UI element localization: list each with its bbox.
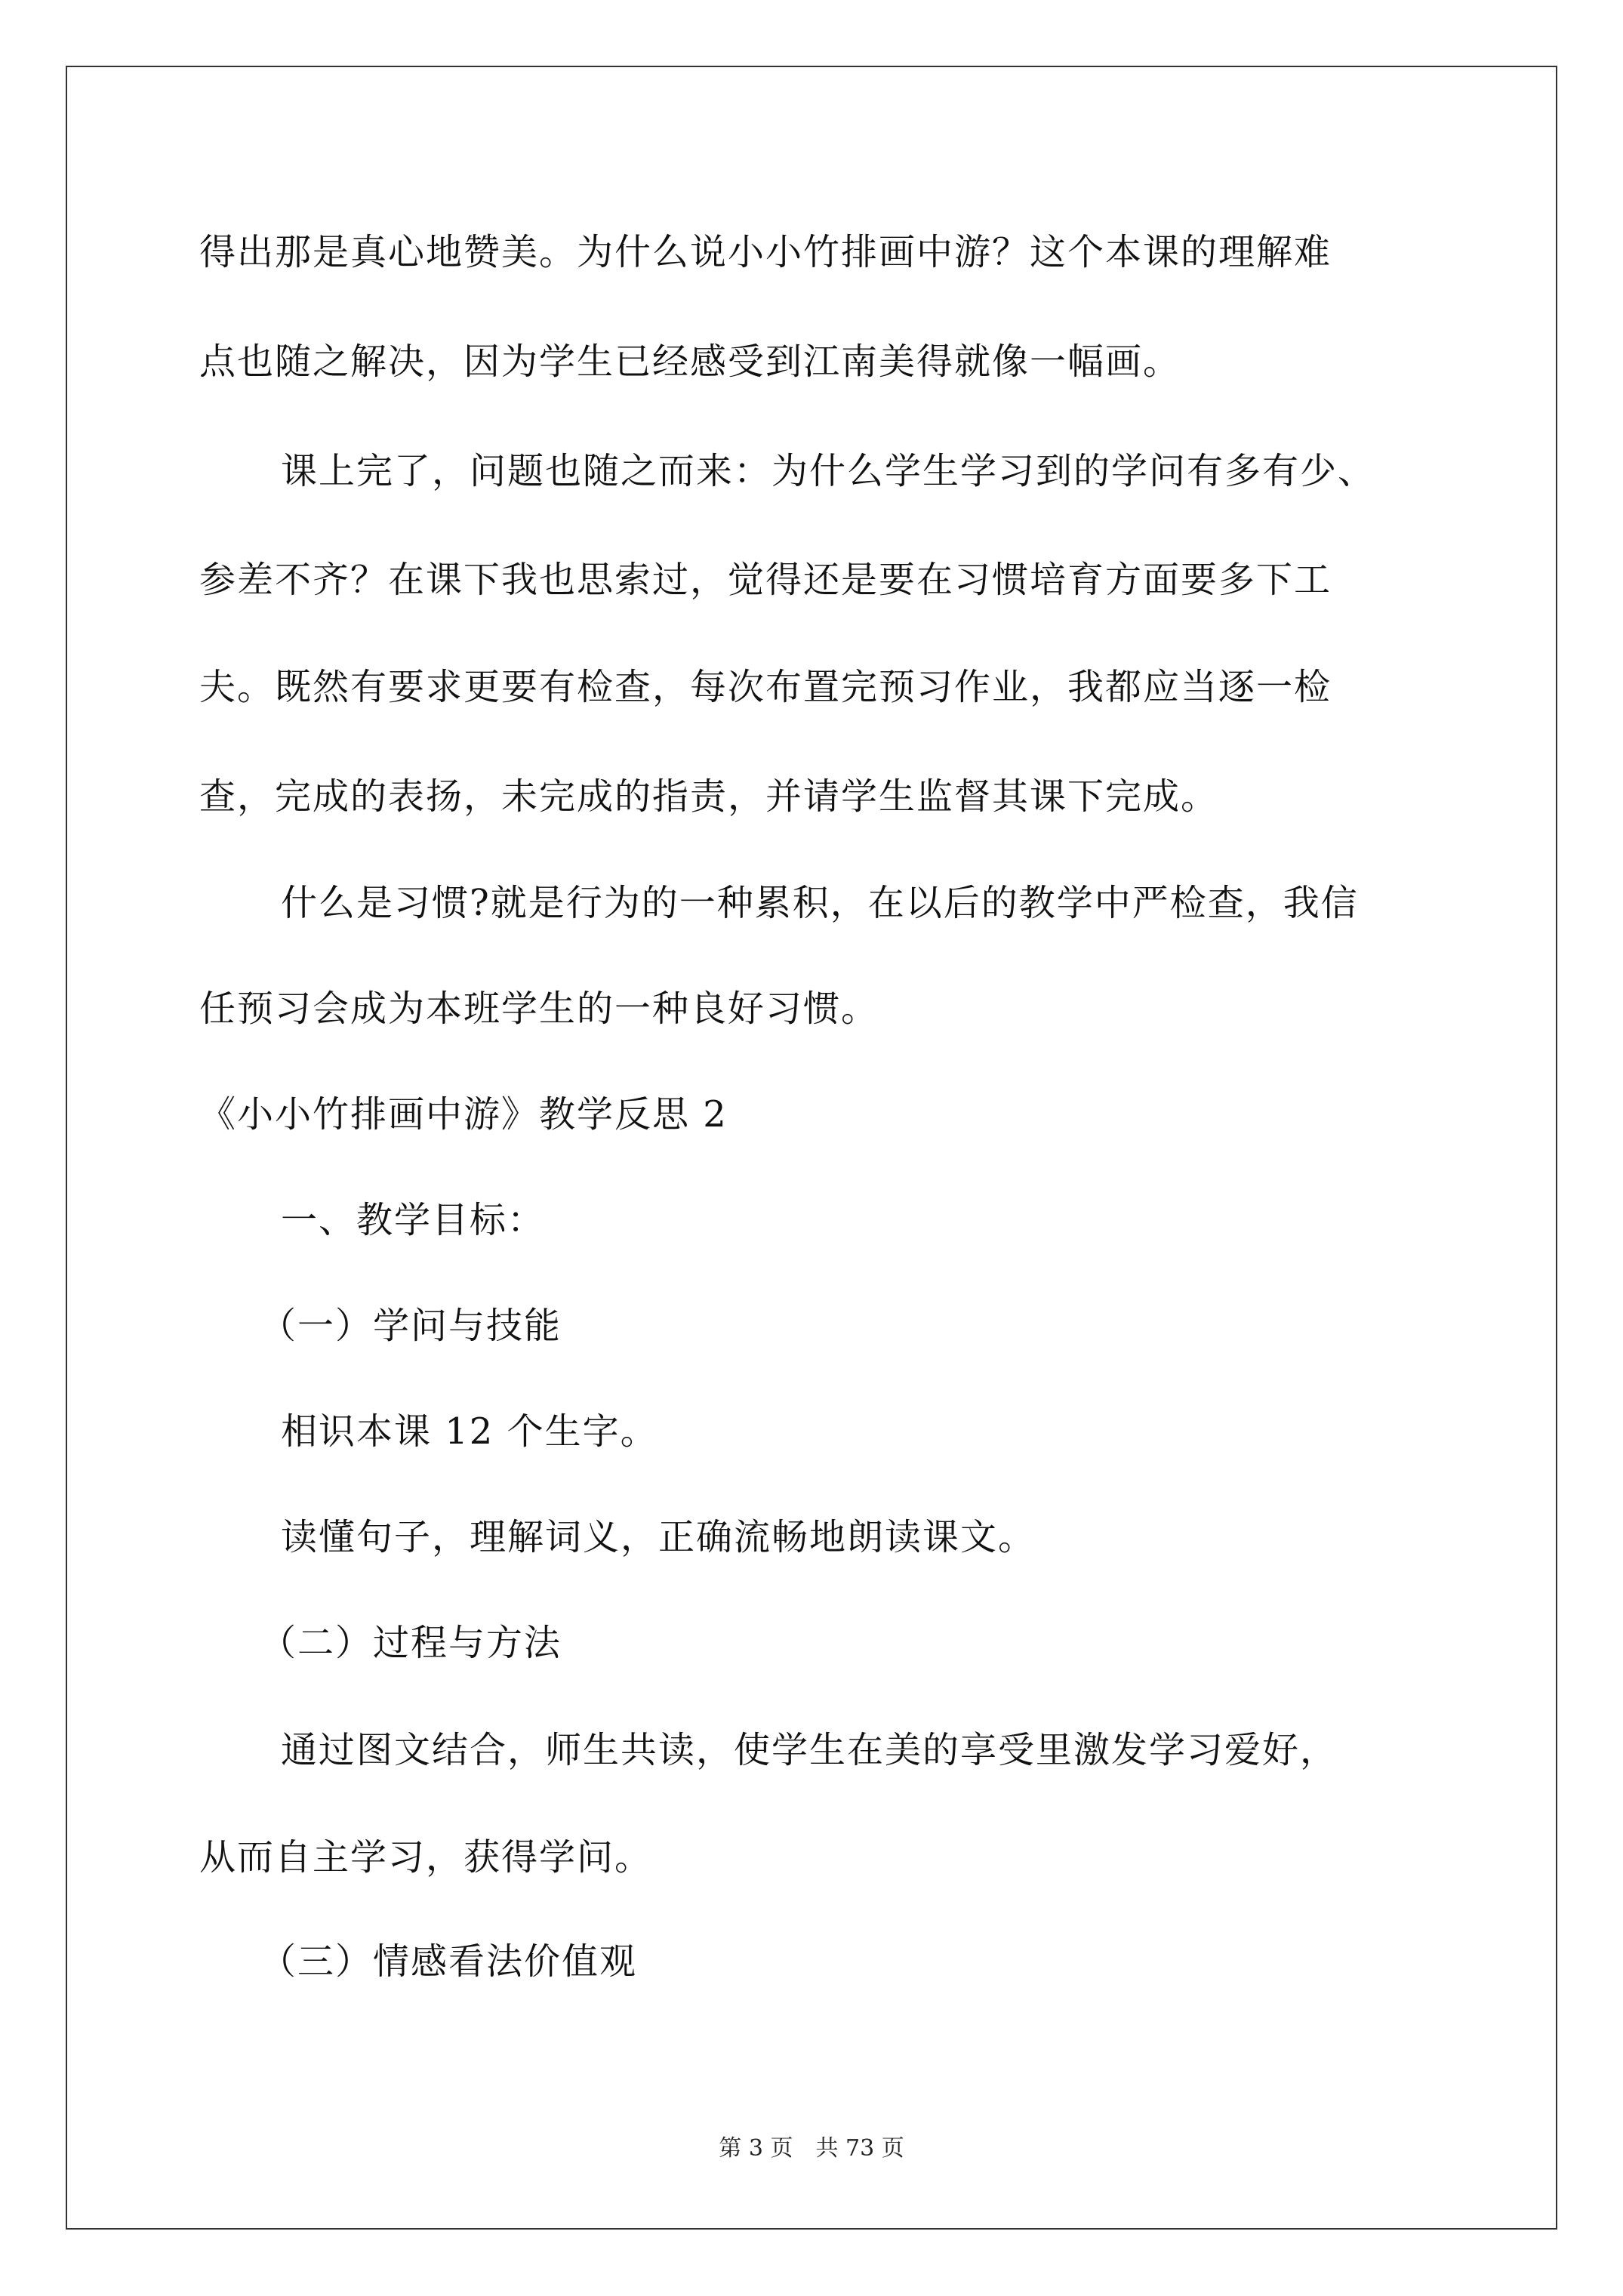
section-title: 《小小竹排画中游》教学反思 2 [199,1093,728,1136]
paragraph-line: 相识本课 12 个生字。 [281,1410,658,1453]
subheading-line: （二）过程与方法 [260,1622,562,1664]
paragraph-line: 任预习会成为本班学生的一种良好习惯。 [199,988,879,1030]
paragraph-line: 点也随之解决，因为学生已经感受到江南美得就像一幅画。 [199,341,1181,383]
paragraph-line: 得出那是真心地赞美。为什么说小小竹排画中游？这个本课的理解难 [199,231,1332,273]
paragraph-line: 从而自主学习，获得学问。 [199,1836,653,1878]
paragraph-line: 查，完成的表扬，未完成的指责，并请学生监督其课下完成。 [199,775,1219,818]
paragraph-line: 参差不齐？在课下我也思索过，觉得还是要在习惯培育方面要多下工 [199,559,1332,601]
paragraph-line: 读懂句子，理解词义，正确流畅地朗读课文。 [281,1516,1036,1558]
heading-line: 一、教学目标： [281,1199,546,1241]
page-border [66,66,1557,2230]
page-number: 第 3 页 共 73 页 [719,2135,904,2162]
paragraph-line: 课上完了，问题也随之而来：为什么学生学习到的学问有多有少、 [281,450,1376,492]
paragraph-line: 什么是习惯?就是行为的一种累积，在以后的教学中严检查，我信 [281,882,1359,924]
subheading-line: （三）情感看法价值观 [260,1940,638,1983]
paragraph-line: 夫。既然有要求更要有检查，每次布置完预习作业，我都应当逐一检 [199,666,1332,708]
paragraph-line: 通过图文结合，师生共读，使学生在美的享受里激发学习爱好， [281,1729,1338,1771]
subheading-line: （一）学问与技能 [260,1305,562,1347]
